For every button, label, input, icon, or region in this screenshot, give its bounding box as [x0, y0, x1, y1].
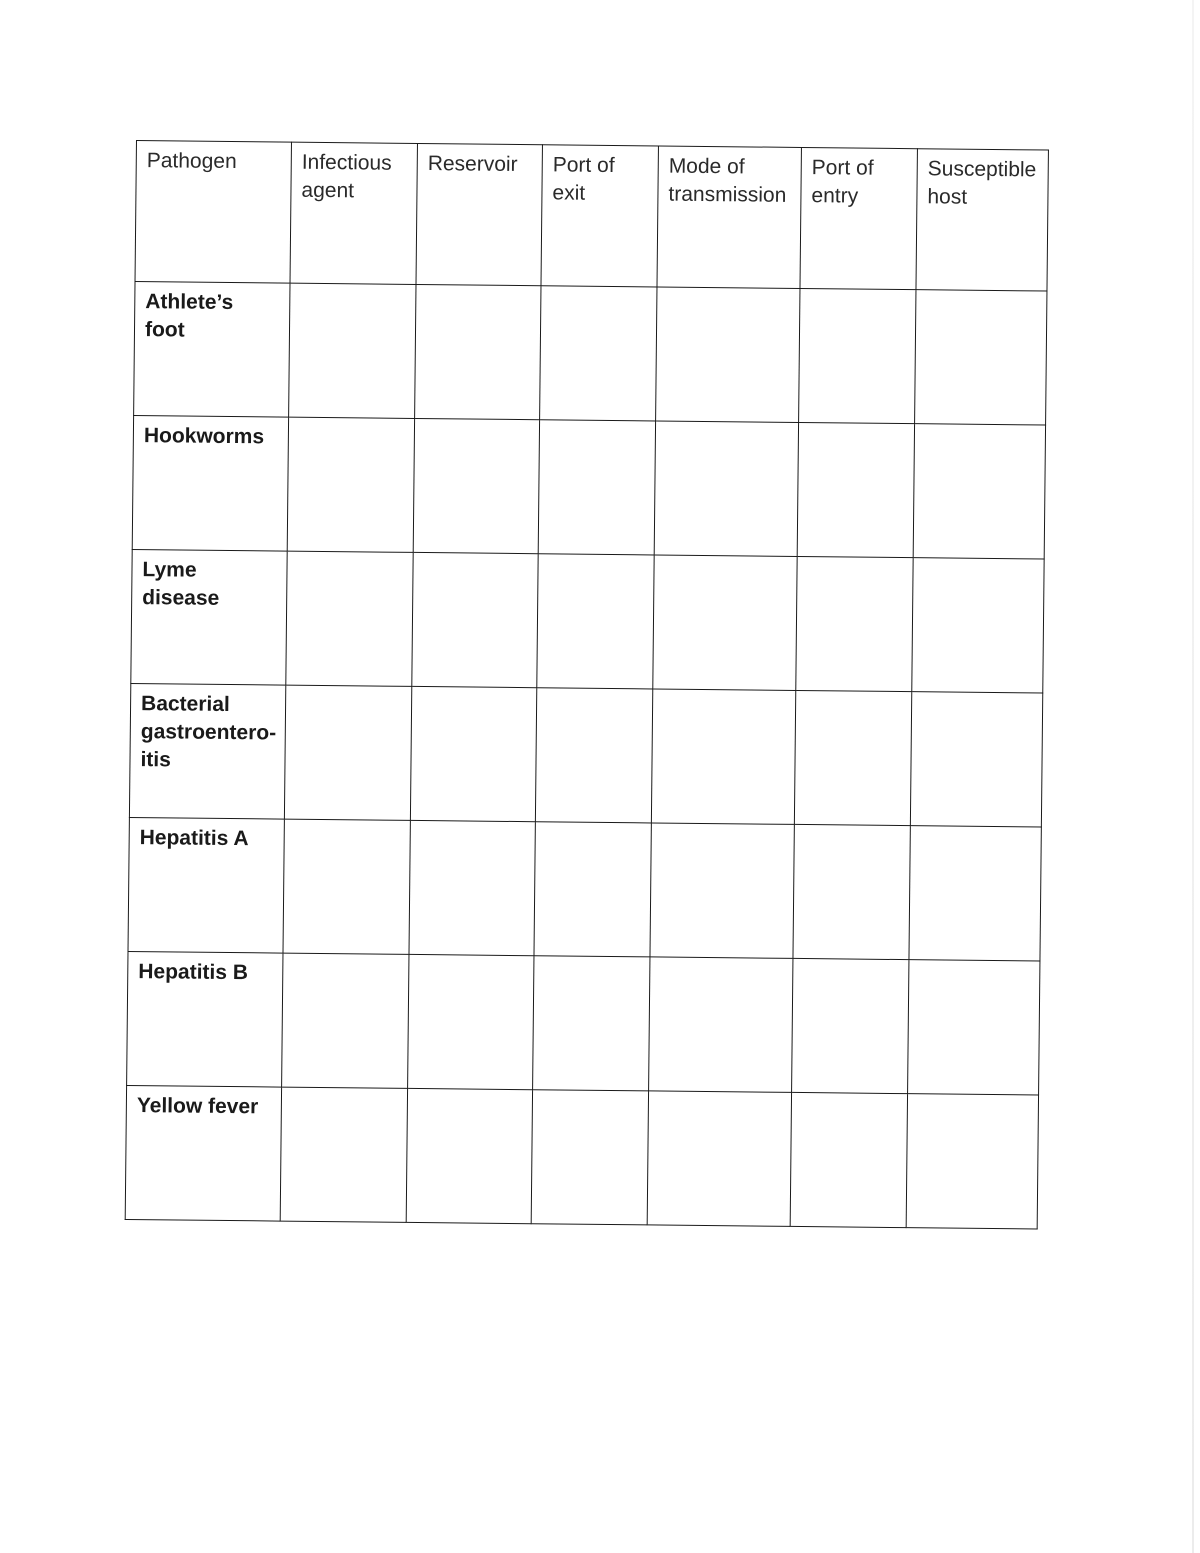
- blank-cell[interactable]: [793, 824, 910, 959]
- table-row: [131, 549, 1044, 693]
- blank-cell[interactable]: [533, 956, 650, 1091]
- table-row: [128, 817, 1041, 961]
- blank-cell[interactable]: [540, 286, 657, 421]
- blank-cell[interactable]: [287, 417, 414, 552]
- blank-cell[interactable]: [413, 418, 539, 553]
- blank-cell[interactable]: [283, 819, 410, 954]
- blank-cell[interactable]: [647, 1091, 791, 1226]
- pathogen-cell: Hepatitis A: [128, 817, 284, 953]
- blank-cell[interactable]: [538, 420, 655, 555]
- pathogen-cell: Hookworms: [132, 415, 288, 551]
- blank-cell[interactable]: [406, 1088, 532, 1223]
- table-row: [132, 415, 1045, 559]
- header-mode-of-transmission: Mode of transmission: [657, 146, 801, 288]
- pathogen-cell: Lyme disease: [131, 549, 287, 685]
- blank-cell[interactable]: [534, 822, 651, 957]
- header-row: [135, 141, 1048, 292]
- blank-cell[interactable]: [408, 954, 534, 1089]
- header-port-of-entry: Port of entry: [800, 147, 917, 289]
- blank-cell[interactable]: [794, 690, 911, 825]
- blank-cell[interactable]: [415, 284, 541, 419]
- blank-cell[interactable]: [531, 1090, 648, 1225]
- blank-cell[interactable]: [915, 290, 1047, 425]
- table-row: [127, 951, 1040, 1095]
- blank-cell[interactable]: [906, 1094, 1038, 1229]
- blank-cell[interactable]: [912, 558, 1044, 693]
- chain-of-infection-table: [125, 140, 1049, 1230]
- pathogen-cell: Yellow fever: [125, 1085, 281, 1221]
- blank-cell[interactable]: [913, 424, 1045, 559]
- blank-cell[interactable]: [280, 1087, 407, 1222]
- blank-cell[interactable]: [282, 953, 409, 1088]
- blank-cell[interactable]: [792, 958, 909, 1093]
- chain-of-infection-table-wrapper: [125, 140, 1048, 1229]
- blank-cell[interactable]: [653, 555, 797, 690]
- blank-cell[interactable]: [799, 288, 916, 423]
- pathogen-cell: Hepatitis B: [127, 951, 283, 1087]
- pathogen-cell: Athlete’s foot: [134, 281, 290, 417]
- blank-cell[interactable]: [284, 685, 411, 820]
- pathogen-cell: Bacterial gastroentero- itis: [129, 683, 285, 819]
- blank-cell[interactable]: [790, 1092, 907, 1227]
- blank-cell[interactable]: [654, 421, 798, 556]
- header-infectious-agent: Infectious agent: [290, 142, 417, 284]
- blank-cell[interactable]: [535, 688, 652, 823]
- blank-cell[interactable]: [656, 287, 800, 422]
- blank-cell[interactable]: [410, 686, 536, 821]
- blank-cell[interactable]: [650, 823, 794, 958]
- blank-cell[interactable]: [537, 554, 654, 689]
- header-susceptible-host: Susceptible host: [916, 149, 1048, 291]
- header-pathogen: Pathogen: [135, 141, 291, 284]
- blank-cell[interactable]: [796, 556, 913, 691]
- blank-cell[interactable]: [289, 283, 416, 418]
- blank-cell[interactable]: [910, 692, 1042, 827]
- header-reservoir: Reservoir: [416, 143, 542, 285]
- blank-cell[interactable]: [286, 551, 413, 686]
- table-row: [134, 281, 1047, 425]
- table-row: [129, 683, 1042, 827]
- blank-cell[interactable]: [649, 957, 793, 1092]
- blank-cell[interactable]: [908, 960, 1040, 1095]
- table-row: [125, 1085, 1038, 1229]
- scan-edge: [1192, 0, 1194, 1553]
- blank-cell[interactable]: [651, 689, 795, 824]
- blank-cell[interactable]: [412, 552, 538, 687]
- blank-cell[interactable]: [797, 422, 914, 557]
- blank-cell[interactable]: [909, 826, 1041, 961]
- header-port-of-exit: Port of exit: [541, 145, 658, 287]
- blank-cell[interactable]: [409, 820, 535, 955]
